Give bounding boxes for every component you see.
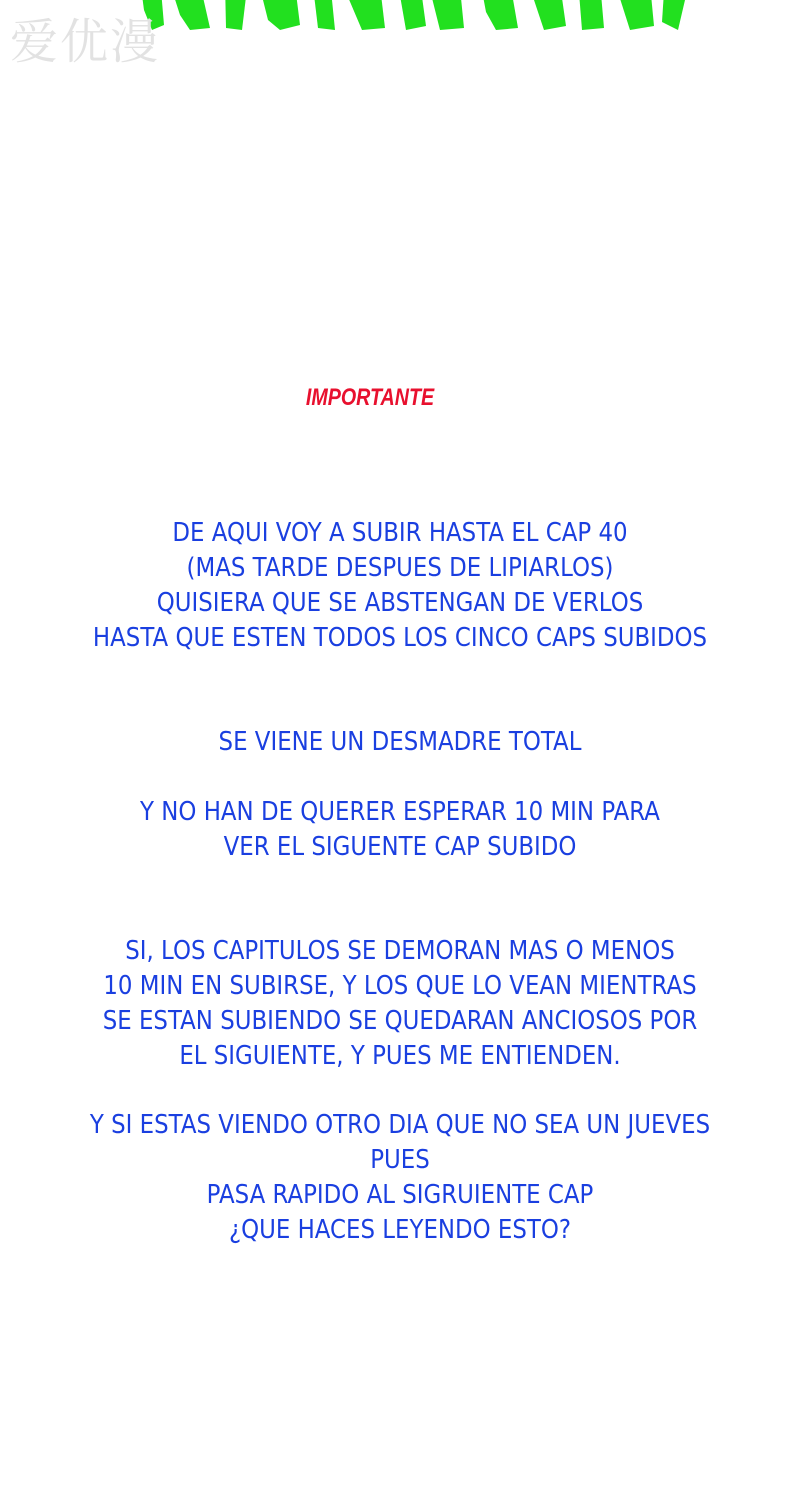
notice-line: SE VIENE UN DESMADRE TOTAL — [218, 727, 582, 757]
notice-line: HASTA QUE ESTEN TODOS LOS CINCO CAPS SUBIDOS — [92, 623, 708, 653]
notice-paragraph-4 — [0, 934, 800, 1074]
notice-paragraph-5 — [0, 1108, 800, 1248]
notice-line: Y NO HAN DE QUERER ESPERAR 10 MIN PARA — [140, 797, 660, 827]
notice-line: (MAS TARDE DESPUES DE LIPIARLOS) — [186, 553, 614, 583]
watermark-text: 爱优漫 — [10, 14, 161, 70]
notice-line: PASA RAPIDO AL SIGRUIENTE CAP — [206, 1180, 594, 1210]
notice-line: DE AQUI VOY A SUBIR HASTA EL CAP 40 — [172, 518, 628, 548]
important-heading: IMPORTANTE — [305, 384, 435, 411]
notice-line: VER EL SIGUENTE CAP SUBIDO — [223, 832, 577, 862]
notice-line: ¿QUE HACES LEYENDO ESTO? — [228, 1215, 572, 1245]
notice-line: 10 MIN EN SUBIRSE, Y LOS QUE LO VEAN MIENTRAS — [103, 971, 697, 1001]
notice-line: SE ESTAN SUBIENDO SE QUEDARAN ANCIOSOS POR — [102, 1006, 698, 1036]
notice-line: EL SIGUIENTE, Y PUES ME ENTIENDEN. — [179, 1041, 621, 1071]
top-logo-graphic — [130, 0, 710, 32]
notice-line: QUISIERA QUE SE ABSTENGAN DE VERLOS — [156, 588, 644, 618]
notice-line: PUES — [370, 1145, 430, 1175]
green-brush-logo — [130, 0, 710, 32]
notice-paragraph-1 — [0, 516, 800, 656]
notice-paragraph-3 — [0, 795, 800, 865]
notice-line: SI, LOS CAPITULOS SE DEMORAN MAS O MENOS — [125, 936, 675, 966]
notice-line: Y SI ESTAS VIENDO OTRO DIA QUE NO SEA UN JUEVES — [89, 1110, 711, 1140]
notice-paragraph-2 — [0, 725, 800, 760]
